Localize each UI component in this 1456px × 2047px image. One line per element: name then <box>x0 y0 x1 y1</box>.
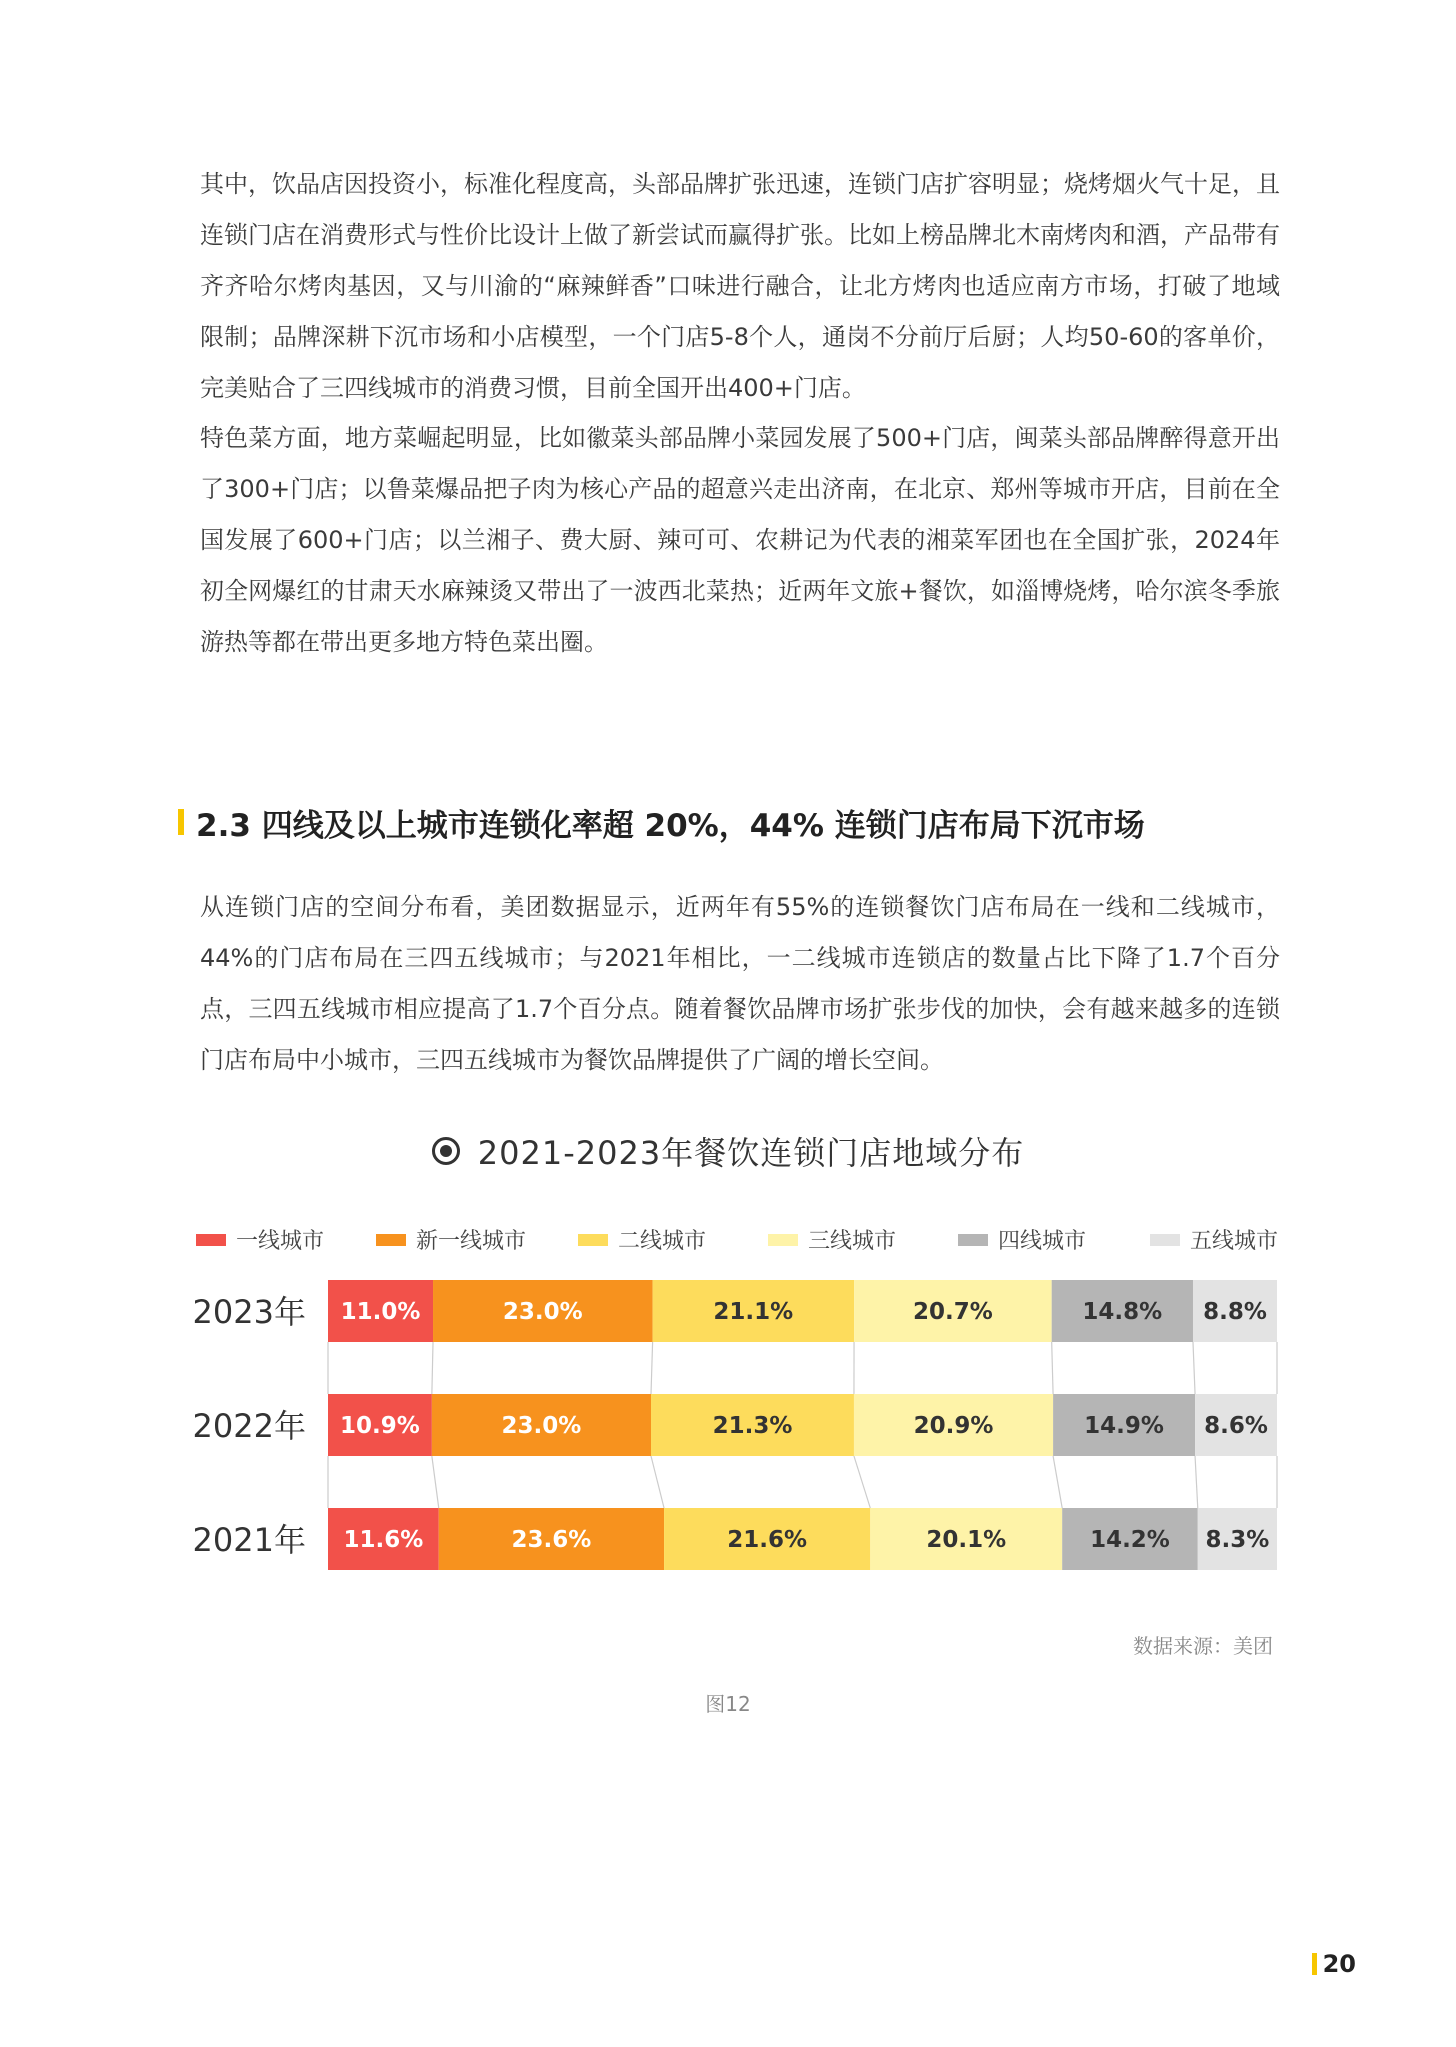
data-label: 14.8% <box>1082 1299 1163 1325</box>
category-label: 2023年 <box>192 1293 306 1331</box>
data-label: 23.0% <box>502 1299 583 1325</box>
data-label: 10.9% <box>340 1413 420 1439</box>
data-label: 11.0% <box>340 1299 421 1325</box>
data-label: 11.6% <box>343 1527 424 1553</box>
data-label: 20.1% <box>926 1527 1007 1553</box>
legend-label-2: 新一线城市 <box>416 1229 527 1254</box>
legend-swatch-4 <box>768 1234 798 1246</box>
legend-swatch-1 <box>196 1234 226 1246</box>
section-heading <box>178 797 1145 847</box>
data-label: 21.3% <box>712 1413 793 1439</box>
paragraph-2: 特色菜方面，地方菜崛起明显，比如徽菜头部品牌小菜园发展了500+门店，闽菜头部品牌醉得意开出了300+门店；以鲁菜爆品把子肉为核心产品的超意兴走出济南，在北京、郑州等城市开店，目前在全国发展了600+门店；以兰湘子、费大厨、辣可可、农耕记为代表的湘菜军团也在全国扩张，2024年初全网爆红的甘肃天水麻辣烫又带出了一波西北菜热；近两年文旅+餐饮，如淄博烧烤，哈尔滨冬季旅游热等都在带出更多地方特色菜出圈。 <box>200 424 1280 656</box>
data-label: 21.1% <box>713 1299 794 1325</box>
target-icon <box>432 1137 460 1165</box>
data-label: 21.6% <box>727 1527 808 1553</box>
category-label: 2022年 <box>192 1407 306 1445</box>
connector-line <box>432 1456 439 1508</box>
heading-accent-bar <box>178 809 184 835</box>
connector-line <box>651 1342 653 1394</box>
data-label: 14.2% <box>1090 1527 1170 1553</box>
page-number <box>1312 1950 1356 1978</box>
stacked-bar-chart <box>0 1200 1456 1610</box>
data-label: 8.8% <box>1203 1299 1267 1325</box>
paragraph-1: 其中，饮品店因投资小，标准化程度高，头部品牌扩张迅速，连锁门店扩容明显；烧烤烟火气十足，且连锁门店在消费形式与性价比设计上做了新尝试而赢得扩张。比如上榜品牌北木南烤肉和酒，产品带有齐齐哈尔烤肉基因，又与川渝的“麻辣鲜香”口味进行融合，让北方烤肉也适应南方市场，打破了地域限制；品牌深耕下沉市场和小店模型，一个门店5-8个人，通岗不分前厅后厨；人均50-60的客单价，完美贴合了三四线城市的消费习惯，目前全国开出400+门店。 <box>200 170 1280 402</box>
legend-label-1: 一线城市 <box>236 1229 325 1254</box>
paragraph-3: 从连锁门店的空间分布看，美团数据显示，近两年有55%的连锁餐饮门店布局在一线和二线城市，44%的门店布局在三四五线城市；与2021年相比，一二线城市连锁店的数量占比下降了1.7个百分点，三四五线城市相应提高了1.7个百分点。随着餐饮品牌市场扩张步伐的加快，会有越来越多的连锁门店布局中小城市，三四五线城市为餐饮品牌提供了广阔的增长空间。 <box>200 893 1280 1074</box>
legend-swatch-5 <box>958 1234 988 1246</box>
category-label: 2021年 <box>192 1521 306 1559</box>
legend-label-6: 五线城市 <box>1190 1229 1279 1254</box>
connector-line <box>1053 1456 1062 1508</box>
legend-swatch-6 <box>1150 1234 1180 1246</box>
legend-label-4: 三线城市 <box>808 1229 897 1254</box>
data-label: 20.7% <box>912 1299 993 1325</box>
data-label: 8.3% <box>1205 1527 1270 1553</box>
section-title: 2.3 四线及以上城市连锁化率超 20%，44% 连锁门店布局下沉市场 <box>196 807 1145 844</box>
figure-label: 图12 <box>705 1692 751 1716</box>
legend-label-5: 四线城市 <box>998 1229 1087 1254</box>
data-label: 23.6% <box>511 1527 592 1553</box>
legend-label-3: 二线城市 <box>618 1229 707 1254</box>
data-label: 14.9% <box>1084 1413 1164 1439</box>
data-label: 8.6% <box>1204 1413 1268 1439</box>
chart-title: 2021-2023年餐饮连锁门店地域分布 <box>477 1134 1025 1172</box>
data-label: 20.9% <box>913 1413 994 1439</box>
connector-line <box>854 1456 870 1508</box>
page-number-accent <box>1312 1953 1317 1975</box>
legend-swatch-2 <box>376 1234 406 1246</box>
data-label: 23.0% <box>501 1413 582 1439</box>
legend-swatch-3 <box>578 1234 608 1246</box>
page-number-text: 20 <box>1322 1950 1356 1978</box>
chart-source: 数据来源：美团 <box>1133 1634 1273 1658</box>
connector-line <box>651 1456 664 1508</box>
connector-line <box>432 1342 433 1394</box>
connector-line <box>1195 1456 1198 1508</box>
chart-title-row <box>0 1128 1456 1174</box>
connector-line <box>1193 1342 1195 1394</box>
connector-line <box>1052 1342 1053 1394</box>
